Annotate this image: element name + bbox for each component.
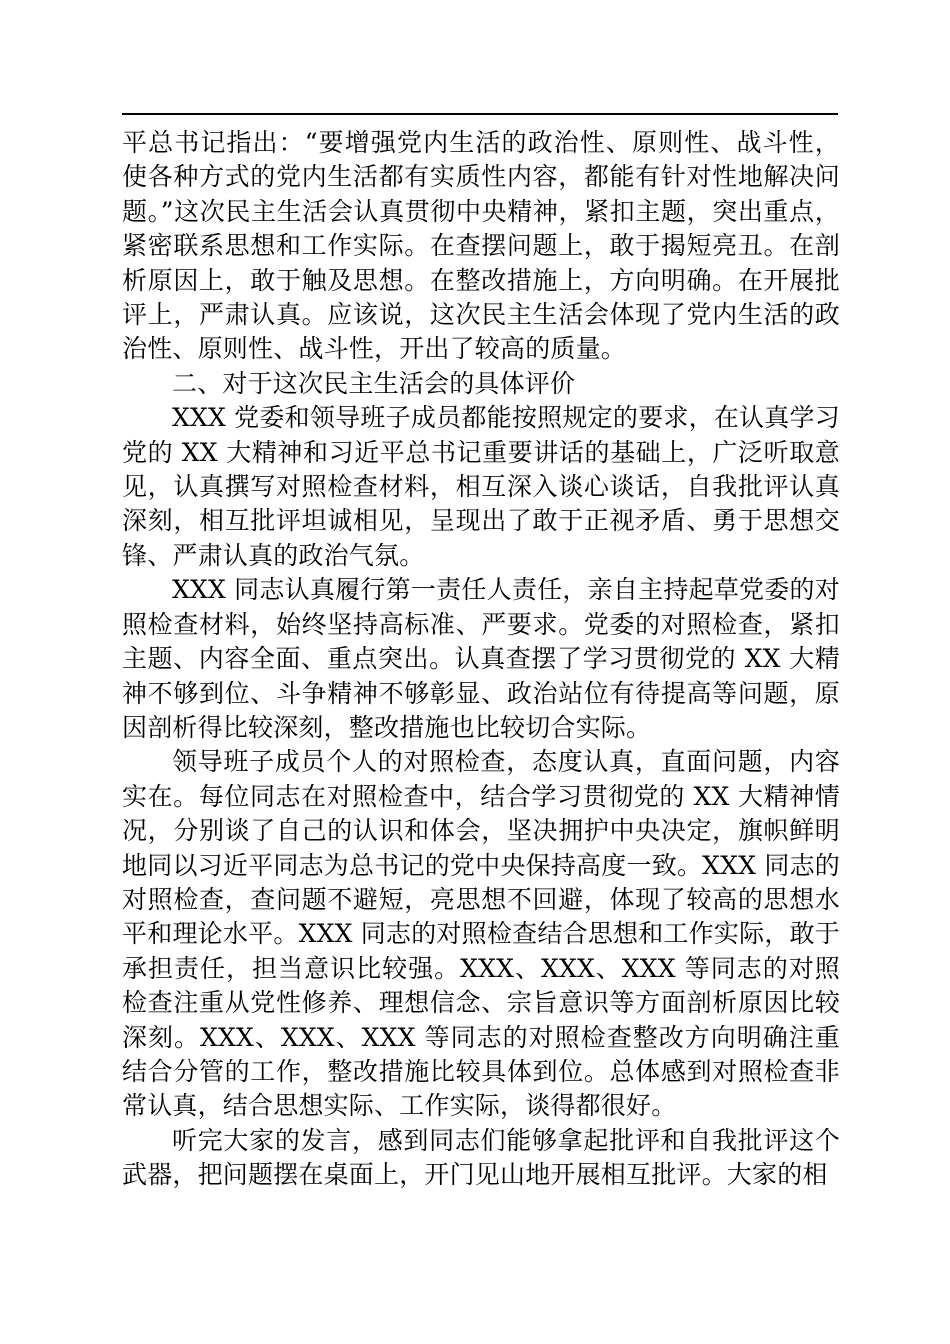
- paragraph-members-review: 领导班子成员个人的对照检查，态度认真，直面问题，内容实在。每位同志在对照检查中，结合学习贯彻党的 XX 大精神情况，分别谈了自己的认识和体会，坚决拥护中央决定，旗帜鲜明地同以习近平同志为总书记的党中央保持高度一致。XXX 同志的对照检查，查问题不避短，亮思想不回避，体现了较高的思想水平和理论水平。XXX 同志的对照检查结合思想和工作实际，敢于承担责任，担当意识比较强。XXX、XXX、XXX 等同志的对照检查注重从党性修养、理想信念、宗旨意识等方面剖析原因比较深刻。XXX、XXX、XXX 等同志的对照检查整改方向明确注重结合分管的工作，整改措施比较具体到位。总体感到对照检查非常认真，结合思想实际、工作实际，谈得都很好。: [122, 747, 840, 1121]
- document-body: [122, 126, 840, 1193]
- header-rule: [122, 113, 838, 115]
- section-heading-evaluation: 二、对于这次民主生活会的具体评价: [172, 368, 576, 398]
- paragraph-first-responsible: XXX 同志认真履行第一责任人责任，亲自主持起草党委的对照检查材料，始终坚持高标准、严要求。党委的对照检查，紧扣主题、内容全面、重点突出。认真查摆了学习贯彻党的 XX 大精神不够到位、斗争精神不够彰显、政治站位有待提高等问题，原因剖析得比较深刻，整改措施也比较切合实际。: [122, 575, 840, 742]
- paragraph-intro-quote: 平总书记指出：“要增强党内生活的政治性、原则性、战斗性，使各种方式的党内生活都有实质性内容，都能有针对性地解决问题。”这次民主生活会认真贯彻中央精神，紧扣主题，突出重点，紧密联系思想和工作实际。在查摆问题上，敢于揭短亮丑。在剖析原因上，敢于触及思想。在整改措施上，方向明确。在开展批评上，严肃认真。应该说，这次民主生活会体现了党内生活的政治性、原则性、战斗性，开出了较高的质量。: [122, 128, 840, 364]
- paragraph-criticism: 听完大家的发言，感到同志们能够拿起批评和自我批评这个武器，把问题摆在桌面上，开门见山地开展相互批评。大家的相: [122, 1125, 840, 1190]
- paragraph-party-committee: XXX 党委和领导班子成员都能按照规定的要求，在认真学习党的 XX 大精神和习近平总书记重要讲话的基础上，广泛听取意见，认真撰写对照检查材料，相互深入谈心谈话，自我批评认真深刻，相互批评坦诚相见，呈现出了敢于正视矛盾、勇于思想交锋、严肃认真的政治气氛。: [122, 403, 840, 570]
